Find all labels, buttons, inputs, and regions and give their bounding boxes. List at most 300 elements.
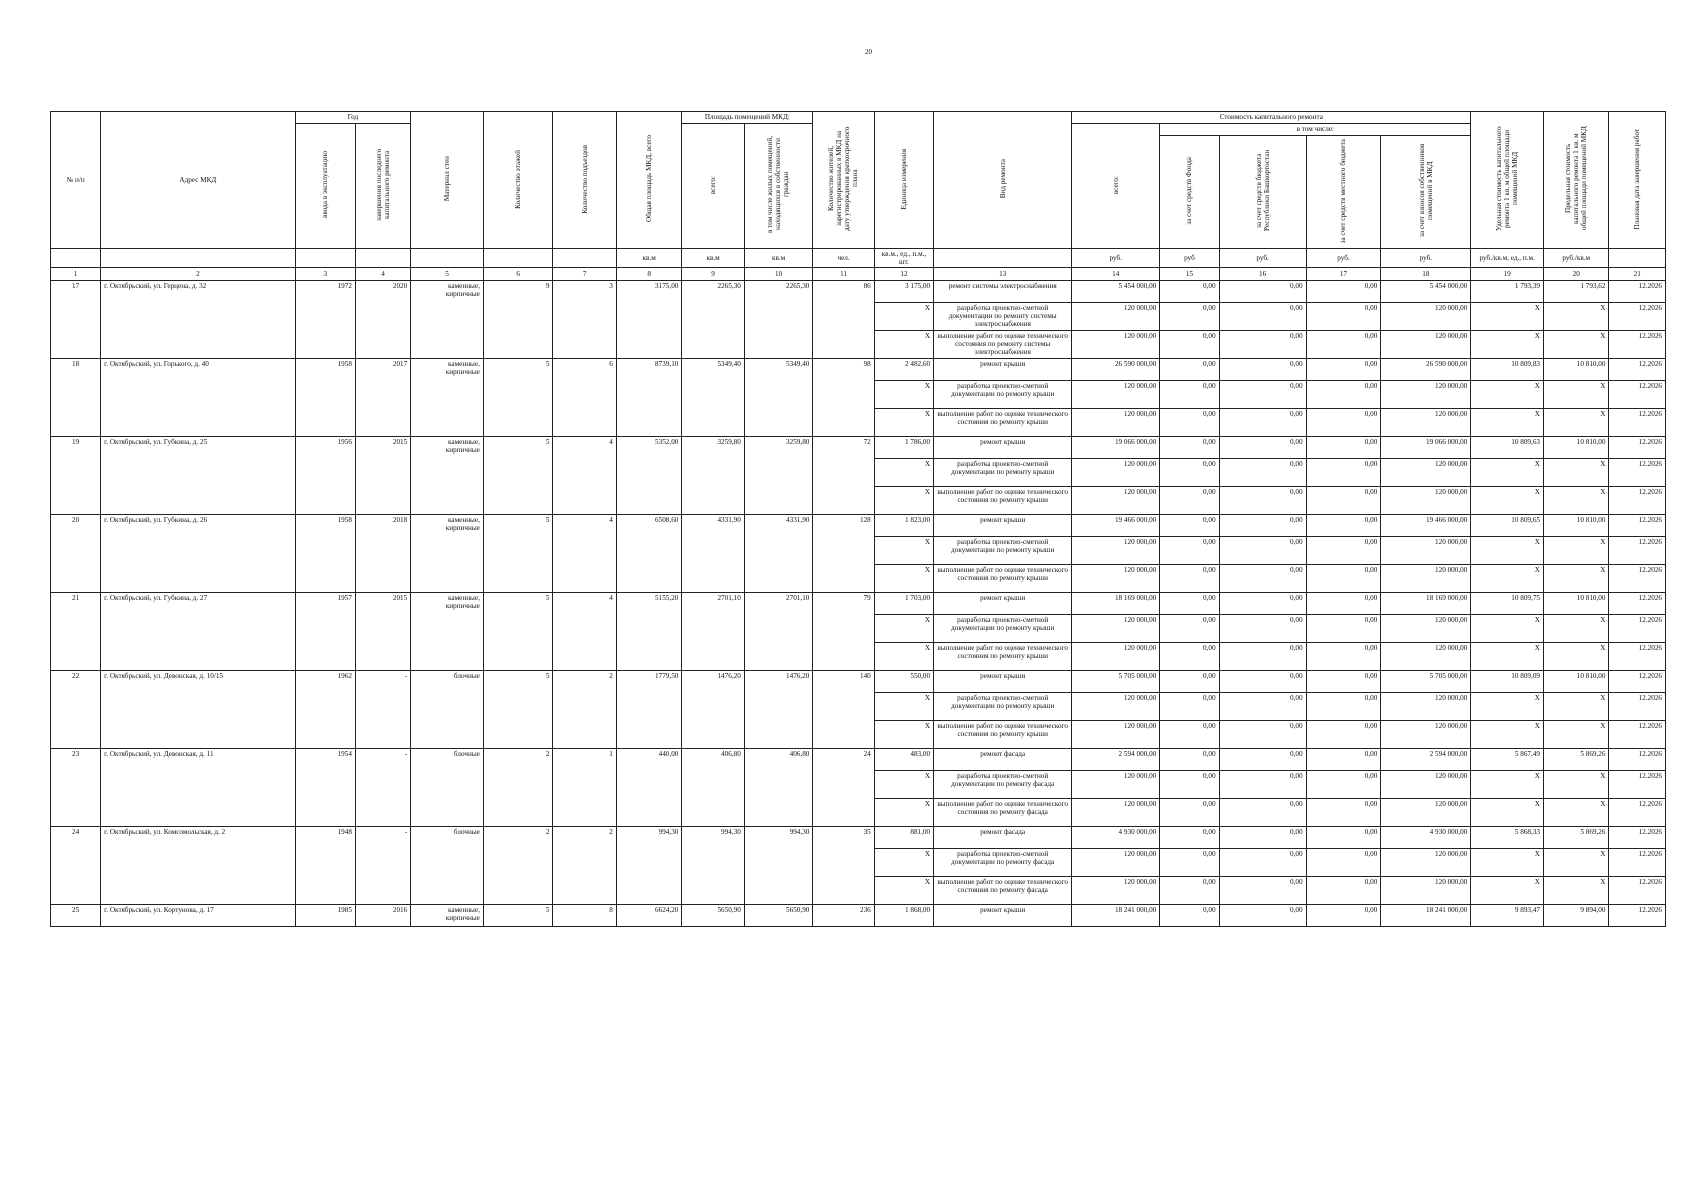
cost-fund: 0,00 [1160, 409, 1219, 437]
cost-total: 120 000,00 [1072, 459, 1160, 487]
unit-value: X [874, 331, 933, 359]
column-number: 6 [483, 268, 553, 281]
cost-total: 120 000,00 [1072, 537, 1160, 565]
plan-date: 12.2026 [1609, 693, 1666, 721]
cost-fund: 0,00 [1160, 905, 1219, 927]
unit-cost: X [1471, 381, 1544, 409]
unit-value: X [874, 303, 933, 331]
cost-fund: 0,00 [1160, 381, 1219, 409]
column-number: 13 [934, 268, 1072, 281]
unit-value: 1 786,00 [874, 437, 933, 459]
plan-date: 12.2026 [1609, 615, 1666, 643]
unit-cost: X [1471, 643, 1544, 671]
total-area: 5155,20 [616, 593, 681, 671]
plan-date: 12.2026 [1609, 799, 1666, 827]
work-type: разработка проектно-сметной документации по ремонту крыши [934, 615, 1072, 643]
unit-cost: X [1471, 459, 1544, 487]
cost-total: 120 000,00 [1072, 771, 1160, 799]
column-number: 18 [1381, 268, 1471, 281]
capital-repair-table [50, 111, 1666, 927]
cost-budget-local: 0,00 [1306, 515, 1381, 537]
floors: 9 [483, 281, 553, 359]
header-cost-budget-local: за счет средств местного бюджета [1306, 136, 1381, 249]
cost-total: 19 066 000,00 [1072, 437, 1160, 459]
unit-cell: руб [1160, 249, 1219, 268]
cost-fund: 0,00 [1160, 515, 1219, 537]
cost-budget-rb: 0,00 [1219, 459, 1306, 487]
plan-date: 12.2026 [1609, 537, 1666, 565]
residents: 79 [813, 593, 874, 671]
max-cost: 5 869,26 [1544, 749, 1609, 771]
cost-owners: 120 000,00 [1381, 303, 1471, 331]
unit-cost: X [1471, 693, 1544, 721]
column-number: 17 [1306, 268, 1381, 281]
work-type: ремонт фасада [934, 749, 1072, 771]
row-number: 17 [51, 281, 101, 359]
cost-budget-local: 0,00 [1306, 459, 1381, 487]
row-number: 19 [51, 437, 101, 515]
cost-budget-rb: 0,00 [1219, 565, 1306, 593]
cost-total: 18 241 000,00 [1072, 905, 1160, 927]
plan-date: 12.2026 [1609, 281, 1666, 303]
cost-owners: 120 000,00 [1381, 537, 1471, 565]
unit-cost: X [1471, 331, 1544, 359]
residents: 98 [813, 359, 874, 437]
cost-budget-rb: 0,00 [1219, 799, 1306, 827]
unit-value: X [874, 409, 933, 437]
cost-total: 120 000,00 [1072, 721, 1160, 749]
year-built: 1958 [295, 515, 355, 593]
header-floors: Количество этажей [483, 112, 553, 249]
residents: 140 [813, 671, 874, 749]
cost-budget-rb: 0,00 [1219, 331, 1306, 359]
cost-fund: 0,00 [1160, 849, 1219, 877]
unit-cell: кв.м [616, 249, 681, 268]
cost-owners: 26 590 000,00 [1381, 359, 1471, 381]
year-built: 1948 [295, 827, 355, 905]
cost-total: 26 590 000,00 [1072, 359, 1160, 381]
plan-date: 12.2026 [1609, 381, 1666, 409]
wall-material: блочные [411, 671, 484, 749]
unit-value: X [874, 799, 933, 827]
cost-owners: 120 000,00 [1381, 615, 1471, 643]
wall-material: каменные, кирпичные [411, 281, 484, 359]
cost-total: 120 000,00 [1072, 409, 1160, 437]
column-number: 9 [682, 268, 744, 281]
cost-budget-local: 0,00 [1306, 849, 1381, 877]
premises-resid: 4331,90 [744, 515, 813, 593]
total-area: 1779,50 [616, 671, 681, 749]
unit-cost: 10 809,75 [1471, 593, 1544, 615]
header-num: № п/п [51, 112, 101, 249]
unit-cost: X [1471, 565, 1544, 593]
work-type: ремонт крыши [934, 905, 1072, 927]
header-incl: в том числе: [1160, 124, 1471, 136]
year-built: 1956 [295, 437, 355, 515]
max-cost: 1 793,62 [1544, 281, 1609, 303]
header-cost-budget-rb: за счет средств бюджета Республики Башкортостан [1219, 136, 1306, 249]
cost-total: 120 000,00 [1072, 877, 1160, 905]
cost-owners: 120 000,00 [1381, 409, 1471, 437]
premises-total: 2265,30 [682, 281, 744, 359]
cost-total: 120 000,00 [1072, 643, 1160, 671]
floors: 5 [483, 671, 553, 749]
year-built: 1957 [295, 593, 355, 671]
cost-budget-local: 0,00 [1306, 381, 1381, 409]
year-last-repair: 2015 [355, 593, 410, 671]
unit-value: X [874, 459, 933, 487]
cost-owners: 120 000,00 [1381, 381, 1471, 409]
header-work-type: Вид ремонта [934, 112, 1072, 249]
cost-budget-local: 0,00 [1306, 671, 1381, 693]
unit-cost: X [1471, 877, 1544, 905]
plan-date: 12.2026 [1609, 303, 1666, 331]
address: г. Октябрьский, ул. Губкина, д. 25 [101, 437, 295, 515]
page-number: 20 [865, 48, 872, 56]
cost-total: 120 000,00 [1072, 849, 1160, 877]
column-number: 10 [744, 268, 813, 281]
premises-total: 5650,90 [682, 905, 744, 927]
premises-resid: 1476,20 [744, 671, 813, 749]
column-number: 1 [51, 268, 101, 281]
total-area: 6624,20 [616, 905, 681, 927]
column-number: 2 [101, 268, 295, 281]
work-type: ремонт крыши [934, 593, 1072, 615]
table-row [51, 749, 1666, 771]
max-cost: X [1544, 565, 1609, 593]
column-number: 8 [616, 268, 681, 281]
max-cost: 10 810,00 [1544, 671, 1609, 693]
row-number: 23 [51, 749, 101, 827]
cost-fund: 0,00 [1160, 615, 1219, 643]
plan-date: 12.2026 [1609, 721, 1666, 749]
column-number: 12 [874, 268, 933, 281]
column-number: 20 [1544, 268, 1609, 281]
year-last-repair: 2017 [355, 359, 410, 437]
max-cost: X [1544, 693, 1609, 721]
cost-budget-rb: 0,00 [1219, 281, 1306, 303]
premises-resid: 5650,90 [744, 905, 813, 927]
cost-budget-rb: 0,00 [1219, 671, 1306, 693]
cost-budget-rb: 0,00 [1219, 827, 1306, 849]
max-cost: X [1544, 537, 1609, 565]
cost-budget-local: 0,00 [1306, 643, 1381, 671]
work-type: ремонт крыши [934, 671, 1072, 693]
max-cost: X [1544, 409, 1609, 437]
header-cost-group: Стоимость капитального ремонта [1072, 112, 1471, 124]
unit-value: 1 703,00 [874, 593, 933, 615]
year-built: 1958 [295, 359, 355, 437]
plan-date: 12.2026 [1609, 877, 1666, 905]
column-number: 4 [355, 268, 410, 281]
floors: 2 [483, 749, 553, 827]
cost-owners: 2 594 000,00 [1381, 749, 1471, 771]
work-type: выполнение работ по оценке технического состояния по ремонту системы электроснабжения [934, 331, 1072, 359]
plan-date: 12.2026 [1609, 749, 1666, 771]
address: г. Октябрьский, ул. Комсомольская, д. 2 [101, 827, 295, 905]
cost-fund: 0,00 [1160, 771, 1219, 799]
max-cost: X [1544, 487, 1609, 515]
premises-resid: 2701,10 [744, 593, 813, 671]
cost-fund: 0,00 [1160, 827, 1219, 849]
work-type: разработка проектно-сметной документации по ремонту крыши [934, 459, 1072, 487]
total-area: 3175,00 [616, 281, 681, 359]
cost-owners: 19 066 000,00 [1381, 437, 1471, 459]
year-last-repair: - [355, 827, 410, 905]
cost-budget-rb: 0,00 [1219, 643, 1306, 671]
address: г. Октябрьский, ул. Губкина, д. 27 [101, 593, 295, 671]
premises-resid: 5349,40 [744, 359, 813, 437]
cost-total: 5 454 000,00 [1072, 281, 1160, 303]
unit-value: X [874, 565, 933, 593]
cost-fund: 0,00 [1160, 281, 1219, 303]
header-entrances: Количество подъездов [553, 112, 616, 249]
cost-total: 18 169 000,00 [1072, 593, 1160, 615]
floors: 5 [483, 437, 553, 515]
year-built: 1985 [295, 905, 355, 927]
unit-value: X [874, 643, 933, 671]
wall-material: каменные, кирпичные [411, 515, 484, 593]
cost-budget-rb: 0,00 [1219, 905, 1306, 927]
max-cost: X [1544, 459, 1609, 487]
cost-owners: 120 000,00 [1381, 721, 1471, 749]
cost-budget-local: 0,00 [1306, 799, 1381, 827]
unit-cost: X [1471, 615, 1544, 643]
unit-cost: X [1471, 849, 1544, 877]
entrances: 4 [553, 593, 616, 671]
premises-total: 1476,20 [682, 671, 744, 749]
column-numbers-row [51, 268, 1666, 281]
unit-cost: 5 868,33 [1471, 827, 1544, 849]
cost-total: 120 000,00 [1072, 799, 1160, 827]
work-type: выполнение работ по оценке технического состояния по ремонту крыши [934, 643, 1072, 671]
entrances: 1 [553, 749, 616, 827]
residents: 128 [813, 515, 874, 593]
column-number: 21 [1609, 268, 1666, 281]
year-built: 1954 [295, 749, 355, 827]
unit-cost: 5 867,49 [1471, 749, 1544, 771]
cost-owners: 4 930 000,00 [1381, 827, 1471, 849]
address: г. Октябрьский, ул. Девонская, д. 11 [101, 749, 295, 827]
plan-date: 12.2026 [1609, 849, 1666, 877]
work-type: ремонт крыши [934, 437, 1072, 459]
cost-owners: 19 466 000,00 [1381, 515, 1471, 537]
work-type: выполнение работ по оценке технического состояния по ремонту крыши [934, 409, 1072, 437]
table-row [51, 281, 1666, 303]
cost-budget-rb: 0,00 [1219, 515, 1306, 537]
table-row [51, 515, 1666, 537]
cost-budget-local: 0,00 [1306, 827, 1381, 849]
cost-budget-rb: 0,00 [1219, 409, 1306, 437]
plan-date: 12.2026 [1609, 437, 1666, 459]
cost-budget-local: 0,00 [1306, 281, 1381, 303]
max-cost: X [1544, 877, 1609, 905]
cost-owners: 5 454 000,00 [1381, 281, 1471, 303]
table-body [51, 281, 1666, 927]
cost-fund: 0,00 [1160, 459, 1219, 487]
work-type: разработка проектно-сметной документации по ремонту крыши [934, 537, 1072, 565]
cost-budget-local: 0,00 [1306, 565, 1381, 593]
address: г. Октябрьский, ул. Кортунова, д. 17 [101, 905, 295, 927]
floors: 2 [483, 827, 553, 905]
cost-owners: 18 241 000,00 [1381, 905, 1471, 927]
header-residents: Количество жителей, зарегистрированных в МКД на дату утверждения краткосрочного плана [813, 112, 874, 249]
unit-cell: руб./кв.м, ед., п.м. [1471, 249, 1544, 268]
cost-total: 120 000,00 [1072, 565, 1160, 593]
entrances: 4 [553, 515, 616, 593]
premises-total: 5349,40 [682, 359, 744, 437]
work-type: разработка проектно-сметной документации по ремонту крыши [934, 381, 1072, 409]
table-row [51, 437, 1666, 459]
unit-value: X [874, 849, 933, 877]
cost-budget-rb: 0,00 [1219, 849, 1306, 877]
max-cost: X [1544, 771, 1609, 799]
total-area: 440,00 [616, 749, 681, 827]
cost-budget-rb: 0,00 [1219, 593, 1306, 615]
premises-resid: 3259,80 [744, 437, 813, 515]
work-type: разработка проектно-сметной документации по ремонту фасада [934, 849, 1072, 877]
table-row [51, 593, 1666, 615]
cost-total: 120 000,00 [1072, 615, 1160, 643]
work-type: ремонт фасада [934, 827, 1072, 849]
header-cost-total: всего: [1072, 124, 1160, 249]
cost-budget-rb: 0,00 [1219, 721, 1306, 749]
cost-budget-local: 0,00 [1306, 615, 1381, 643]
unit-cost: X [1471, 721, 1544, 749]
cost-budget-local: 0,00 [1306, 437, 1381, 459]
cost-total: 19 466 000,00 [1072, 515, 1160, 537]
unit-cost: 9 893,47 [1471, 905, 1544, 927]
unit-cost: X [1471, 487, 1544, 515]
wall-material: блочные [411, 827, 484, 905]
cost-budget-local: 0,00 [1306, 409, 1381, 437]
entrances: 8 [553, 905, 616, 927]
table-header [51, 112, 1666, 281]
cost-fund: 0,00 [1160, 671, 1219, 693]
max-cost: X [1544, 849, 1609, 877]
work-type: выполнение работ по оценке технического состояния по ремонту крыши [934, 487, 1072, 515]
unit-cost: 10 809,65 [1471, 515, 1544, 537]
cost-budget-rb: 0,00 [1219, 693, 1306, 721]
entrances: 4 [553, 437, 616, 515]
entrances: 6 [553, 359, 616, 437]
unit-cost: X [1471, 409, 1544, 437]
premises-resid: 406,80 [744, 749, 813, 827]
column-number: 11 [813, 268, 874, 281]
premises-total: 2701,10 [682, 593, 744, 671]
plan-date: 12.2026 [1609, 459, 1666, 487]
cost-budget-local: 0,00 [1306, 593, 1381, 615]
header-year-last-repair: завершения последнего капитального ремонта [355, 124, 410, 249]
header-total-area: Общая площадь МКД, всего [616, 112, 681, 249]
header-premises-group: Площадь помещений МКД: [682, 112, 813, 124]
unit-value: 550,00 [874, 671, 933, 693]
header-address: Адрес МКД [101, 112, 295, 249]
work-type: выполнение работ по оценке технического состояния по ремонту крыши [934, 721, 1072, 749]
cost-budget-rb: 0,00 [1219, 537, 1306, 565]
cost-fund: 0,00 [1160, 331, 1219, 359]
cost-fund: 0,00 [1160, 721, 1219, 749]
cost-fund: 0,00 [1160, 877, 1219, 905]
cost-total: 120 000,00 [1072, 331, 1160, 359]
year-last-repair: - [355, 671, 410, 749]
work-type: разработка проектно-сметной документации по ремонту системы электроснабжения [934, 303, 1072, 331]
cost-budget-rb: 0,00 [1219, 749, 1306, 771]
total-area: 5352,00 [616, 437, 681, 515]
units-row [51, 249, 1666, 268]
premises-total: 4331,90 [682, 515, 744, 593]
residents: 236 [813, 905, 874, 927]
plan-date: 12.2026 [1609, 359, 1666, 381]
total-area: 8739,10 [616, 359, 681, 437]
cost-fund: 0,00 [1160, 693, 1219, 721]
column-number: 15 [1160, 268, 1219, 281]
entrances: 2 [553, 827, 616, 905]
unit-cell: чел. [813, 249, 874, 268]
cost-fund: 0,00 [1160, 593, 1219, 615]
work-type: выполнение работ по оценке технического состояния по ремонту фасада [934, 799, 1072, 827]
cost-budget-local: 0,00 [1306, 359, 1381, 381]
unit-value: X [874, 381, 933, 409]
plan-date: 12.2026 [1609, 409, 1666, 437]
floors: 5 [483, 359, 553, 437]
work-type: ремонт крыши [934, 359, 1072, 381]
year-built: 1972 [295, 281, 355, 359]
unit-value: X [874, 877, 933, 905]
max-cost: 10 810,00 [1544, 515, 1609, 537]
cost-budget-local: 0,00 [1306, 749, 1381, 771]
address: г. Октябрьский, ул. Герцена, д. 32 [101, 281, 295, 359]
unit-cost: X [1471, 771, 1544, 799]
cost-budget-local: 0,00 [1306, 771, 1381, 799]
unit-value: 881,00 [874, 827, 933, 849]
max-cost: 9 894,00 [1544, 905, 1609, 927]
premises-resid: 2265,30 [744, 281, 813, 359]
unit-cost: X [1471, 303, 1544, 331]
plan-date: 12.2026 [1609, 643, 1666, 671]
work-type: ремонт крыши [934, 515, 1072, 537]
cost-owners: 120 000,00 [1381, 643, 1471, 671]
cost-fund: 0,00 [1160, 303, 1219, 331]
work-type: ремонт системы электроснабжения [934, 281, 1072, 303]
unit-value: 1 823,00 [874, 515, 933, 537]
residents: 35 [813, 827, 874, 905]
unit-cell: руб./кв.м [1544, 249, 1609, 268]
work-type: разработка проектно-сметной документации по ремонту фасада [934, 771, 1072, 799]
cost-total: 120 000,00 [1072, 487, 1160, 515]
cost-owners: 120 000,00 [1381, 693, 1471, 721]
cost-owners: 120 000,00 [1381, 331, 1471, 359]
row-number: 21 [51, 593, 101, 671]
unit-cost: X [1471, 537, 1544, 565]
row-number: 20 [51, 515, 101, 593]
header-premises-total: всего: [682, 124, 744, 249]
unit-cell: кв.м [682, 249, 744, 268]
cost-fund: 0,00 [1160, 749, 1219, 771]
cost-budget-local: 0,00 [1306, 693, 1381, 721]
premises-total: 3259,80 [682, 437, 744, 515]
residents: 86 [813, 281, 874, 359]
header-wall-material: Материал стен [411, 112, 484, 249]
cost-fund: 0,00 [1160, 537, 1219, 565]
cost-total: 4 930 000,00 [1072, 827, 1160, 849]
cost-budget-rb: 0,00 [1219, 487, 1306, 515]
cost-budget-rb: 0,00 [1219, 877, 1306, 905]
table-row [51, 905, 1666, 927]
column-number: 14 [1072, 268, 1160, 281]
unit-cell: руб. [1072, 249, 1160, 268]
cost-fund: 0,00 [1160, 643, 1219, 671]
